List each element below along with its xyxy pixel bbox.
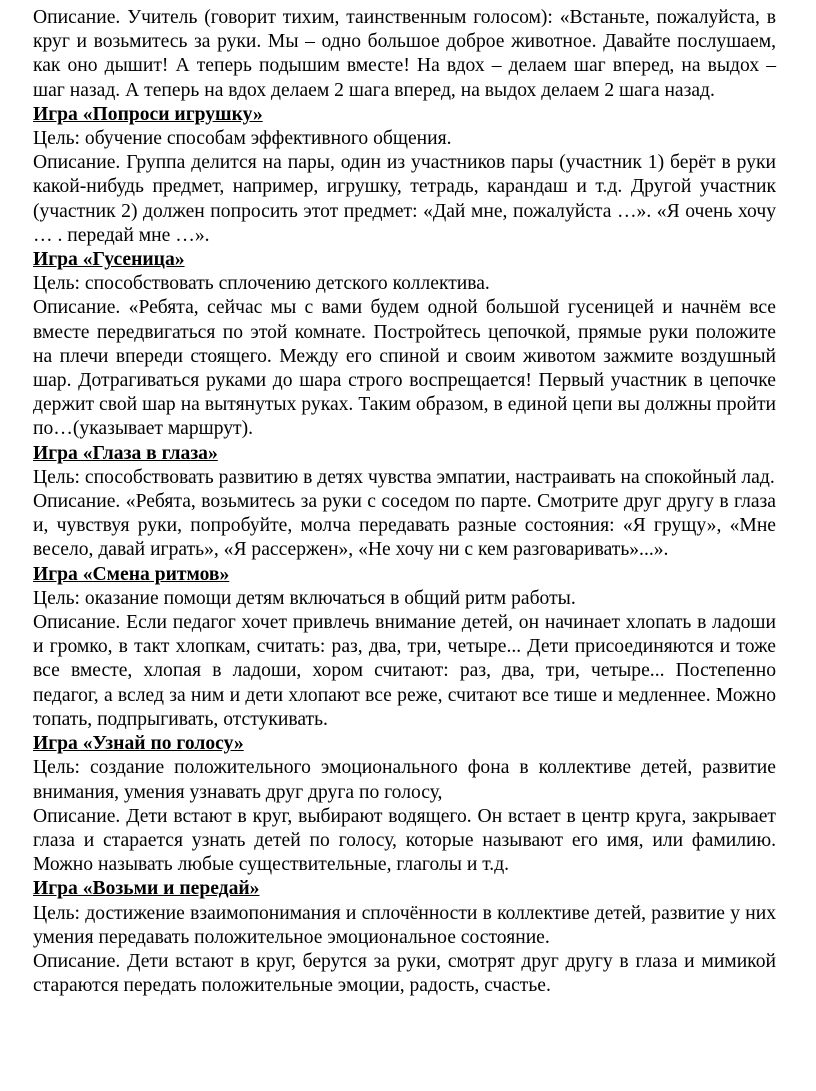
game-section-eye-to-eye <box>33 442 776 563</box>
game-title: Игра «Смена ритмов» <box>33 563 230 585</box>
game-description: Описание. Группа делится на пары, один из участников пары (участник 1) берёт в руки какой-нибудь предмет, например, игрушку, тетрадь, карандаш и т.д. Другой участник (участник 2) должен попросить этот предмет: «Дай мне, пожалуйста …». «Я очень хочу … . передай мне …». <box>33 152 776 246</box>
game-section-take-and-pass <box>33 877 776 998</box>
game-section-recognize-voice <box>33 732 776 877</box>
game-goal: Цель: достижение взаимопонимания и сплочённости в коллективе детей, развитие у них умения передавать положительное эмоциональное состояние. <box>33 902 776 948</box>
game-description: Описание. Дети встают в круг, берутся за руки, смотрят друг другу в глаза и мимикой стараются передать положительные эмоции, радость, счастье. <box>33 950 776 997</box>
game-section-ask-toy <box>33 103 776 248</box>
document-page <box>33 0 776 998</box>
game-title: Игра «Попроси игрушку» <box>33 103 263 125</box>
game-description: Описание. «Ребята, сейчас мы с вами будем одной большой гусеницей и начнём все вместе передвигаться по этой комнате. Постройтесь цепочкой, прямые руки положите на плечи впереди стоящего. Между его спиной и своим животом зажмите воздушный шар. Дотрагиваться руками до шара строго воспрещается! Первый участник в цепочке держит свой шар на вытянутых руках. Таким образом, в единой цепи вы должны пройти по…(указывает маршрут). <box>33 297 776 440</box>
game-goal: Цель: способствовать сплочению детского коллектива. <box>33 273 490 295</box>
intro-paragraph: Описание. Учитель (говорит тихим, таинственным голосом): «Встаньте, пожалуйста, в круг и возьмитесь за руки. Мы – одно большое доброе животное. Давайте послушаем, как оно дышит! А теперь подышим вместе! На вдох – делаем шаг вперед, на выдох – шаг назад. А теперь на вдох делаем 2 шага вперед, на выдох делаем 2 шага назад. <box>33 7 776 101</box>
game-description: Описание. Дети встают в круг, выбирают водящего. Он встает в центр круга, закрывает глаза и старается узнать детей по голосу, которые называют его имя, или фамилию. Можно называть любые существительные, глаголы и т.д. <box>33 805 776 876</box>
game-section-rhythm-change <box>33 563 776 732</box>
game-goal: Цель: создание положительного эмоционального фона в коллективе детей, развитие внимания, умения узнавать друг друга по голосу, <box>33 757 776 803</box>
game-description: Описание. «Ребята, возьмитесь за руки с соседом по парте. Смотрите друг другу в глаза и, чувствуя руки, попробуйте, молча передавать разные состояния: «Я грущу», «Мне весело, давай играть», «Я рассержен», «Не хочу ни с кем разговаривать»...». <box>33 491 776 561</box>
game-title: Игра «Гусеница» <box>33 249 185 271</box>
game-goal: Цель: способствовать развитию в детях чувства эмпатии, настраивать на спокойный лад. <box>33 466 775 488</box>
game-description: Описание. Если педагог хочет привлечь внимание детей, он начинает хлопать в ладоши и громко, в такт хлопкам, считать: раз, два, три, четыре... Дети присоединяются и тоже все вместе, хлопая в ладоши, хором считают: раз, два, три, четыре... Постепенно педагог, а вслед за ним и дети хлопают все реже, считают все тише и медленнее. Можно топать, подпрыгивать, отстукивать. <box>33 612 776 730</box>
game-title: Игра «Возьми и передай» <box>33 878 260 900</box>
game-title: Игра «Узнай по голосу» <box>33 733 244 755</box>
game-title: Игра «Глаза в глаза» <box>33 442 218 464</box>
game-goal: Цель: оказание помощи детям включаться в общий ритм работы. <box>33 587 576 609</box>
game-goal: Цель: обучение способам эффективного общения. <box>33 128 452 150</box>
game-section-caterpillar <box>33 248 776 442</box>
